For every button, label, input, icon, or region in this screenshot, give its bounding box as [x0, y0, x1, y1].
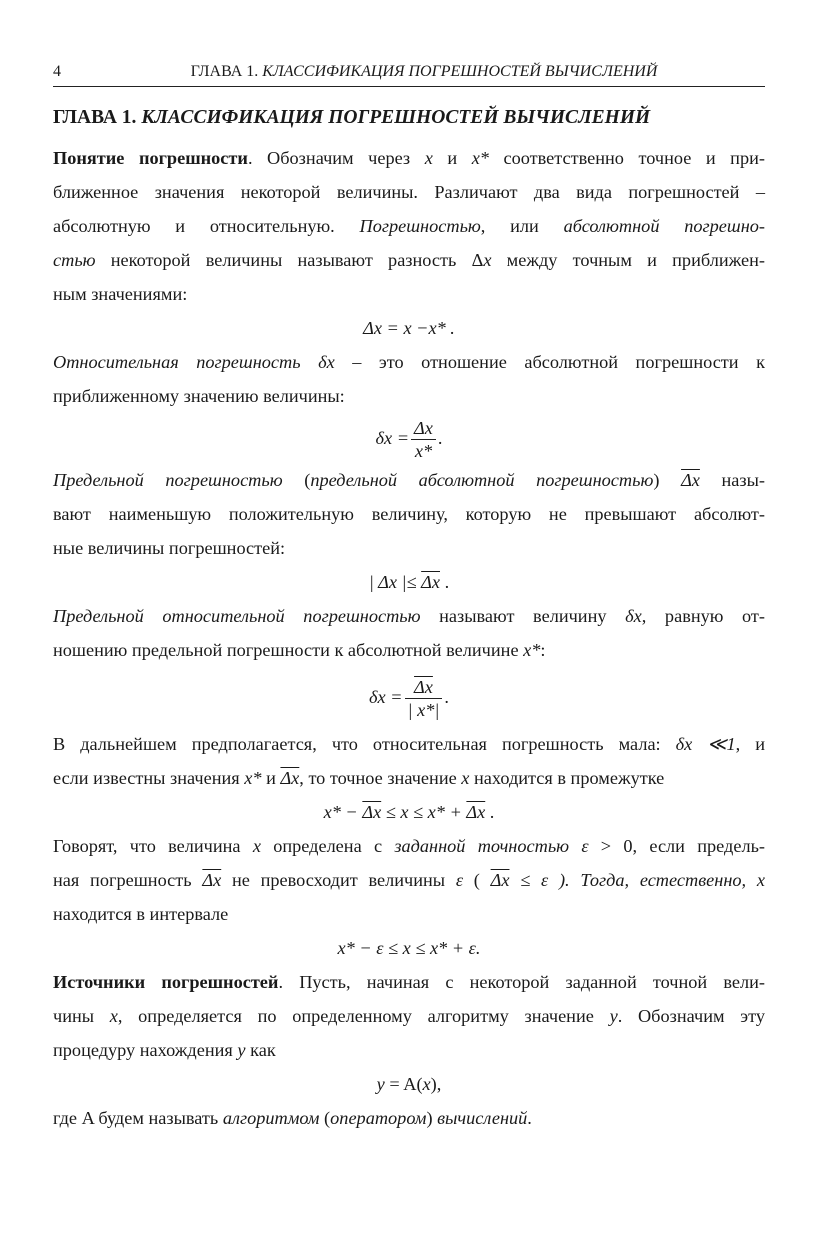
text-line: Понятие погрешности. Обозначим через x и x* соответственно точное и при-	[53, 148, 765, 168]
formula-epsilon-interval: x* − ε ≤ x ≤ x* + ε.	[337, 938, 481, 958]
fraction: $\frac{\Delta x}{x*}$	[411, 417, 436, 462]
text-line: стью некоторой величины называют разность Δx между точным и приближен-	[53, 250, 765, 270]
paragraph-given-accuracy	[53, 829, 765, 931]
text-line: Источники погрешностей. Пусть, начиная с некоторой заданной точной вели-	[53, 972, 766, 992]
text-line: ношению предельной погрешности к абсолютной величине x*:	[53, 640, 546, 660]
text-line: абсолютную и относительную. Погрешностью, или абсолютной погрешно-	[53, 216, 765, 236]
text-line: ная погрешность $\overline{\Delta x}$ не превосходит величины ε ( $\overline{\Delta x} \le \varepsilon$ ). Тогда, естественно, x	[53, 870, 765, 890]
text-line: находится в интервале	[53, 904, 229, 924]
text-line: ближенное значения некоторой величины. Различают два вида погрешностей –	[53, 182, 765, 202]
formula-absolute-error: Δx = x −x* .	[363, 318, 455, 338]
fraction: $\frac{\overline{\Delta x}}{| x*|}$	[405, 676, 443, 721]
paragraph-error-concept	[53, 141, 765, 311]
formula-interval: $x* - \overline{\Delta x} \le x \le x* + \overline{\Delta x}$ .	[323, 802, 495, 822]
page-number: 4	[53, 63, 61, 80]
paragraph-algorithm-definition: где A будем называть алгоритмом (оператором) вычислений.	[53, 1108, 532, 1128]
text-line: процедуру нахождения y как	[53, 1040, 276, 1060]
text-line: В дальнейшем предполагается, что относительная погрешность мала: δx ≪1, и	[53, 734, 765, 754]
text-line: Предельной погрешностью (предельной абсолютной погрешностью) $\overline{\Delta x}$ назы-	[53, 470, 766, 490]
paragraph-small-error	[53, 727, 765, 795]
running-header	[53, 60, 765, 87]
text-line: вают наименьшую положительную величину, которую не превышают абсолют-	[53, 504, 765, 524]
formula-algorithm: y = A(x),	[376, 1074, 442, 1094]
text-line: Предельной относительной погрешностью называют величину δx, равную от-	[53, 606, 765, 626]
page-body	[53, 103, 765, 1135]
text-line: чины x, определяется по определенному алгоритму значение y. Обозначим эту	[53, 1006, 765, 1026]
text-line: ные величины погрешностей:	[53, 538, 286, 558]
formula-limit-bound: | Δx |≤ $\overline{\Delta x}$ .	[368, 572, 450, 592]
paragraph-error-sources	[53, 965, 765, 1067]
paragraph-limit-relative-error	[53, 599, 765, 667]
text-line: приближенному значению величины:	[53, 386, 345, 406]
text-line: Относительная погрешность δx – это отношение абсолютной погрешности к	[53, 352, 765, 372]
formula-relative-error: δx = $\frac{\Delta x}{x*}$ .	[375, 418, 443, 462]
paragraph-relative-error	[53, 345, 765, 413]
chapter-heading: ГЛАВА 1. КЛАССИФИКАЦИЯ ПОГРЕШНОСТЕЙ ВЫЧИСЛЕНИЙ	[53, 107, 651, 128]
paragraph-limit-error	[53, 463, 765, 565]
running-title: ГЛАВА 1. КЛАССИФИКАЦИЯ ПОГРЕШНОСТЕЙ ВЫЧИСЛЕНИЙ	[190, 63, 658, 80]
text-line: ным значениями:	[53, 284, 188, 304]
text-line: если известны значения x* и $\overline{\Delta x}$, то точное значение x находится в промежутке	[53, 768, 665, 788]
text-line: Говорят, что величина x определена с заданной точностью ε > 0, если предель-	[53, 836, 765, 856]
formula-limit-relative-error: δx = $\frac{\overline{\Delta x}}{| x*|}$ .	[369, 677, 449, 721]
